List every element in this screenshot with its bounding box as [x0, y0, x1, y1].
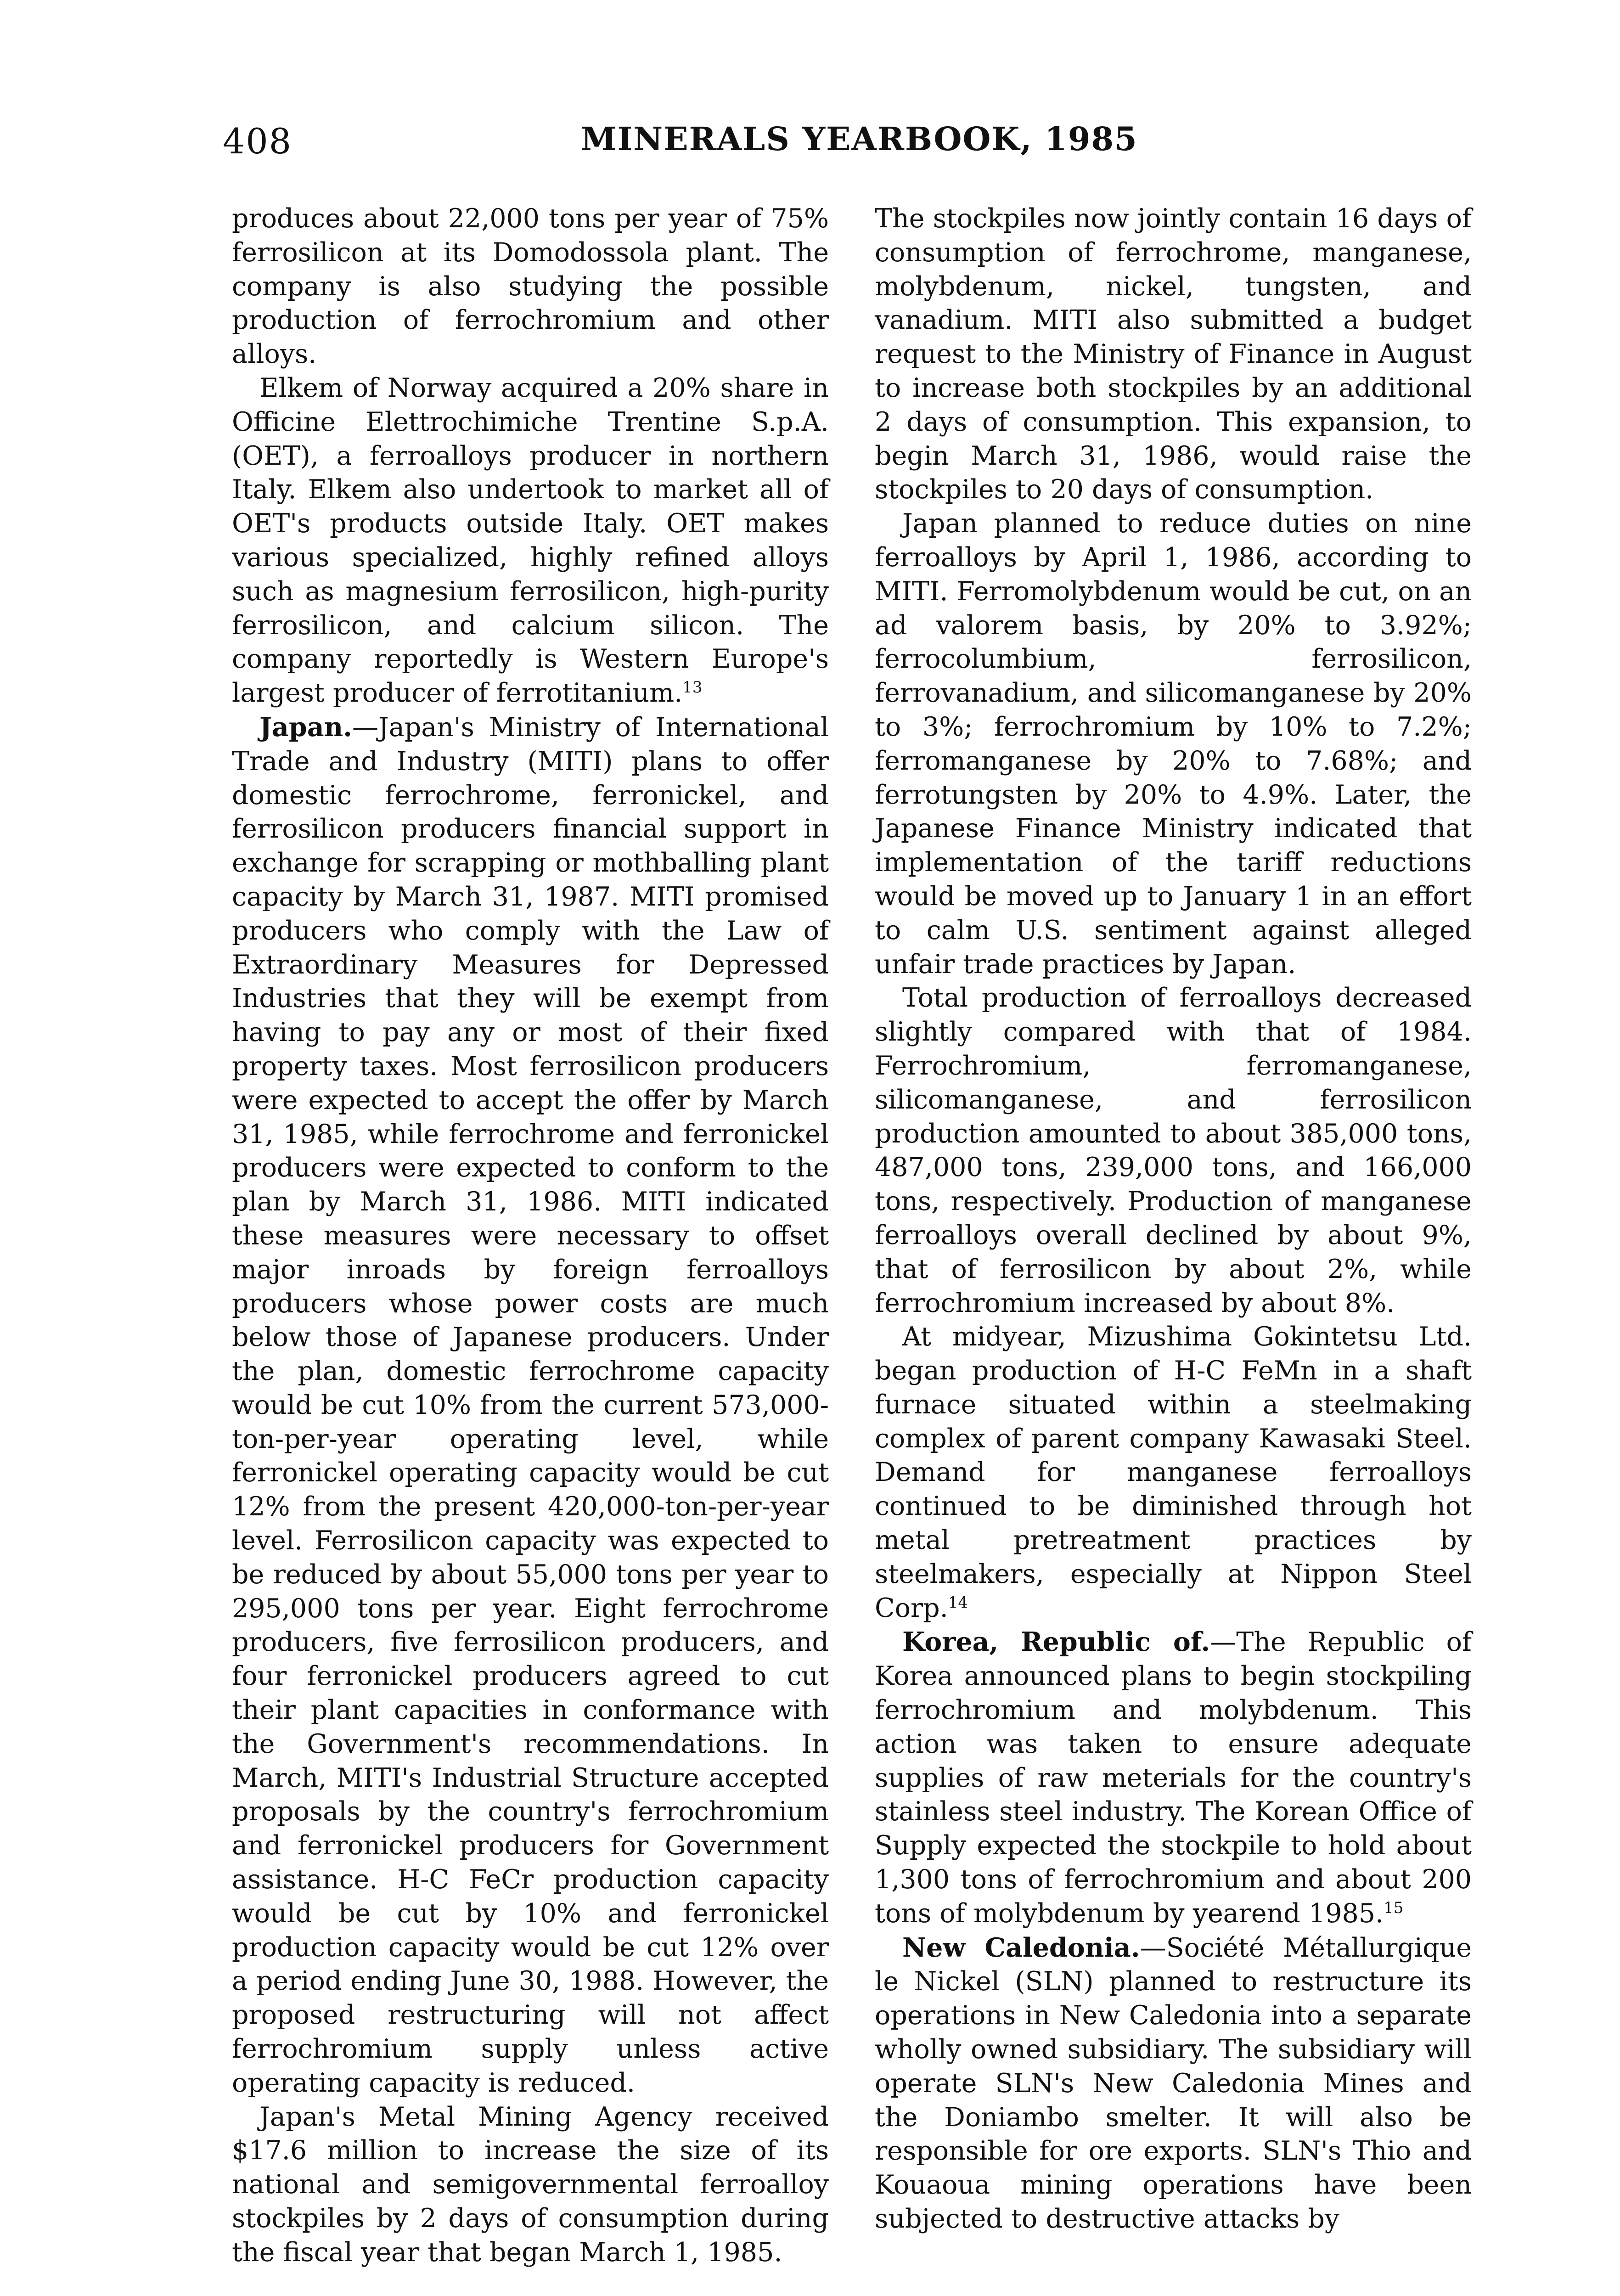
paragraph — [875, 1625, 1472, 1930]
left-column — [232, 202, 829, 2270]
paragraph-text: produces about 22,000 tons per year of 75% ferrosilicon at its Domodossola plant. The company is also studying the possible production of ferrochromium and other alloys. — [232, 203, 829, 370]
paragraph-text: —Société Métallurgique le Nickel (SLN) planned to restructure its operations in New Caledonia into a separate wholly owned subsidiary. The subsidiary will operate SLN's New Caledonia Mines and the Doniambo smelter. It will also be responsible for ore exports. SLN's Thio and Kouaoua mining operations have been subjected to destructive attacks by — [875, 1932, 1472, 2234]
running-title: MINERALS YEARBOOK, 1985 — [581, 120, 1138, 158]
footnote-marker: 15 — [1384, 1898, 1404, 1917]
paragraph — [232, 371, 829, 710]
paragraph-text: At midyear, Mizushima Gokintetsu Ltd. began production of H-C FeMn in a shaft furnace situated within a steelmaking complex of parent company Kawasaki Steel. Demand for manganese ferroalloys continued to be diminished through hot metal pretreatment practices by steelmakers, especially at Nippon Steel Corp. — [875, 1322, 1472, 1623]
paragraph-text: Total production of ferroalloys decreased slightly compared with that of 1984. Ferrochromium, ferromanganese, silicomanganese, and ferrosilicon production amounted to about 385,000 tons, 487,000 tons, 239,000 tons, and 166,000 tons, respectively. Production of manganese ferroalloys overall declined by about 9%, that of ferrosilicon by about 2%, while ferrochromium increased by about 8%. — [875, 983, 1472, 1318]
paragraph-text: —The Republic of Korea announced plans to begin stockpiling ferrochromium and molybdenum. This action was taken to ensure adequate supplies of raw meterials for the country's stainless steel industry. The Korean Office of Supply expected the stockpile to hold about 1,300 tons of ferrochromium and about 200 tons of molybdenum by yearend 1985. — [875, 1627, 1472, 1929]
paragraph — [875, 1931, 1472, 2236]
paragraph-text: Elkem of Norway acquired a 20% share in Officine Elettrochimiche Trentine S.p.A. (OET), a ferroalloys producer in northern Italy. Elkem also undertook to market all of OET's products outside Italy. OET makes various specialized, highly refined alloys such as magnesium ferrosilicon, high-purity ferrosilicon, and calcium silicon. The company reportedly is Western Europe's largest producer of ferrotitanium. — [232, 372, 829, 709]
paragraph — [875, 507, 1472, 981]
paragraph-text: Japan planned to reduce duties on nine ferroalloys by April 1, 1986, according to MITI. Ferromolybdenum would be cut, on an ad valorem basis, by 20% to 3.92%; ferrocolumbium, ferrosilicon, ferrovanadium, and silicomanganese by 20% to 3%; ferrochromium by 10% to 7.2%; ferromanganese by 20% to 7.68%; and ferrotungsten by 20% to 4.9%. Later, the Japanese Finance Ministry indicated that implementation of the tariff reductions would be moved up to January 1 in an effort to calm U.S. sentiment against alleged unfair trade practices by Japan. — [875, 508, 1472, 979]
paragraph-text: —Japan's Ministry of International Trade and Industry (MITI) plans to offer domestic ferrochrome, ferronickel, and ferrosilicon producers financial support in exchange for scrapping or mothballing plant capacity by March 31, 1987. MITI promised producers who comply with the Law of Extraordinary Measures for Depressed Industries that they will be exempt from having to pay any or most of their fixed property taxes. Most ferrosilicon producers were expected to accept the offer by March 31, 1985, while ferrochrome and ferronickel producers were expected to conform to the plan by March 31, 1986. MITI indicated these measures were necessary to offset major inroads by foreign ferroalloys producers whose power costs are much below those of Japanese producers. Under the plan, domestic ferrochrome capacity would be cut 10% from the current 573,000-ton-per-year operating level, while ferronickel operating capacity would be cut 12% from the present 420,000-ton-per-year level. Ferrosilicon capacity was expected to be reduced by about 55,000 tons per year to 295,000 tons per year. Eight ferrochrome producers, five ferrosilicon producers, and four ferronickel producers agreed to cut their plant capacities in conformance with the Government's recommendations. In March, MITI's Industrial Structure accepted proposals by the country's ferrochromium and ferronickel producers for Government assistance. H-C FeCr production capacity would be cut by 10% and ferronickel production capacity would be cut 12% over a period ending June 30, 1988. However, the proposed restructuring will not affect ferrochromium supply unless active operating capacity is reduced. — [232, 712, 829, 2098]
paragraph — [232, 2100, 829, 2270]
paragraph — [875, 981, 1472, 1320]
section-heading-japan: Japan. — [259, 711, 352, 743]
paragraph-text: The stockpiles now jointly contain 16 days of consumption of ferrochrome, manganese, molybdenum, nickel, tungsten, and vanadium. MITI also submitted a budget request to the Ministry of Finance in August to increase both stockpiles by an additional 2 days of consumption. This expansion, to begin March 31, 1986, would raise the stockpiles to 20 days of consumption. — [875, 203, 1472, 505]
section-heading-new-caledonia: New Caledonia. — [902, 1932, 1140, 1963]
section-heading-korea: Korea, Republic of. — [902, 1626, 1210, 1658]
paragraph-text: Japan's Metal Mining Agency received $17.6 million to increase the size of its national and semigovernmental ferroalloy stockpiles by 2 days of consumption during the fiscal year that began March 1, 1985. — [232, 2101, 829, 2268]
footnote-marker: 13 — [682, 678, 703, 697]
page-number: 408 — [223, 121, 292, 162]
paragraph — [232, 710, 829, 2100]
right-column — [875, 202, 1472, 2236]
footnote-marker: 14 — [948, 1593, 968, 1612]
paragraph — [232, 202, 829, 371]
paragraph — [875, 1320, 1472, 1625]
paragraph — [875, 202, 1472, 507]
